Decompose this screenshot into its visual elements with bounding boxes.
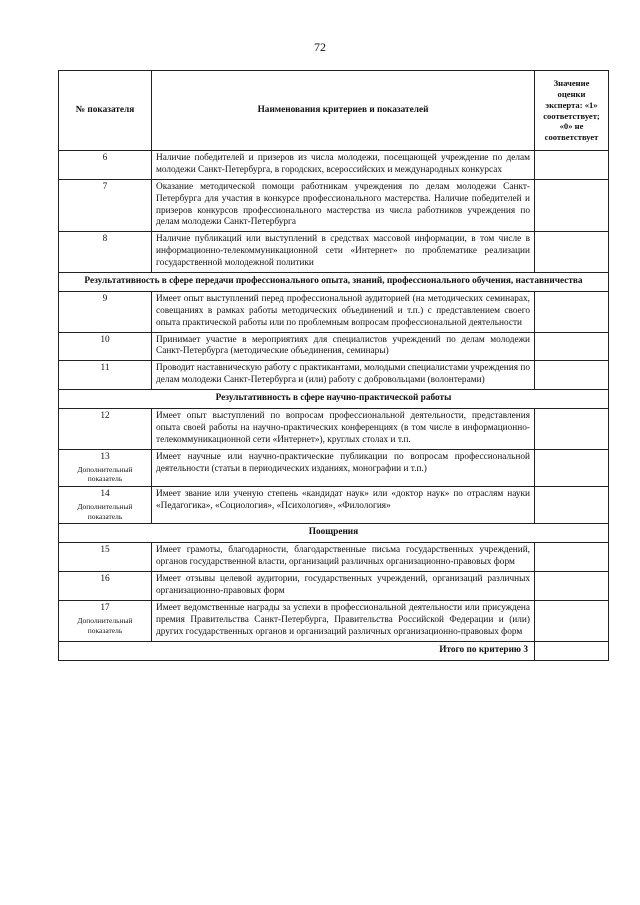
- total-label: Итого по критерию 3: [59, 641, 535, 660]
- indicator-text: Имеет звание или ученую степень «кандидат наук» или «доктор наук» по отраслям науки «Педагогика», «Социология», «Психология», «Филология»: [152, 487, 535, 524]
- indicator-number: 9: [102, 293, 108, 304]
- expert-value-cell[interactable]: [535, 151, 609, 180]
- indicator-number: 6: [102, 153, 108, 163]
- indicator-row: [59, 291, 609, 332]
- section-title: Результативность в сфере научно-практической работы: [59, 390, 609, 409]
- expert-value-cell[interactable]: [535, 332, 609, 361]
- indicator-number-cell: [59, 332, 152, 361]
- expert-value-cell[interactable]: [535, 409, 609, 450]
- indicator-number: 12: [100, 411, 110, 422]
- group-d: [59, 543, 609, 641]
- group-a: [59, 151, 609, 273]
- indicator-number-cell: [59, 572, 152, 601]
- indicator-note: Дополнительный показатель: [77, 501, 133, 521]
- section-title: Результативность в сфере передачи профессионального опыта, знаний, профессионального обучения, наставничества: [59, 273, 609, 292]
- indicator-text: Имеет опыт выступлений по вопросам профессиональной деятельности, представления опыта своей работы на научно-практических конференциях (в том числе в информационно-телекоммуникационной сети «Интернет»), круглых столах и т.п.: [152, 409, 535, 450]
- indicator-number-cell: [59, 232, 152, 273]
- indicator-number: 13: [100, 451, 110, 462]
- expert-value-cell[interactable]: [535, 600, 609, 641]
- table-header-row: [59, 71, 609, 151]
- expert-value-cell[interactable]: [535, 361, 609, 390]
- indicator-number-cell: [59, 487, 152, 524]
- indicator-number-cell: [59, 409, 152, 450]
- indicator-number-cell: [59, 179, 152, 232]
- indicator-row: [59, 449, 609, 486]
- section-row: [59, 273, 609, 292]
- expert-value-cell[interactable]: [535, 179, 609, 232]
- indicator-row: [59, 151, 609, 180]
- indicator-row: [59, 600, 609, 641]
- indicator-row: [59, 487, 609, 524]
- indicator-text: Имеет грамоты, благодарности, благодарственные письма государственных учреждений, органов государственной власти, организаций различных организационно-правовых форм: [152, 543, 535, 572]
- indicator-number: 14: [100, 489, 110, 500]
- indicator-number-cell: [59, 151, 152, 180]
- group-c: [59, 409, 609, 524]
- indicator-number-cell: [59, 449, 152, 486]
- indicator-number: 11: [100, 363, 110, 374]
- section-title: Поощрения: [59, 524, 609, 543]
- expert-value-cell[interactable]: [535, 487, 609, 524]
- criteria-table: [58, 70, 609, 661]
- indicator-number: 17: [100, 602, 110, 613]
- page-number: 72: [314, 40, 326, 54]
- expert-value-cell[interactable]: [535, 291, 609, 332]
- indicator-text: Наличие публикаций или выступлений в средствах массовой информации, в том числе в информационно-телекоммуникационной сети «Интернет» по проблематике реализации государственной молодежной политики: [152, 232, 535, 273]
- total-row: [59, 641, 609, 660]
- indicator-text: Наличие победителей и призеров из числа молодежи, посещающей учреждение по делам молодежи Санкт-Петербурга, в городских, всероссийских и международных конкурсах: [152, 151, 535, 180]
- indicator-number: 8: [102, 234, 108, 245]
- indicator-row: [59, 543, 609, 572]
- indicator-text: Принимает участие в мероприятиях для специалистов учреждений по делам молодежи Санкт-Петербурга (методические объединения, семинары): [152, 332, 535, 361]
- expert-value-cell[interactable]: [535, 572, 609, 601]
- group-b: [59, 291, 609, 389]
- indicator-text: Оказание методической помощи работникам учреждения по делам молодежи Санкт-Петербурга для участия в конкурсе профессионального мастерства. Наличие победителей и призеров конкурсов профессионального мастерства из числа работников учреждения по делам молодежи Санкт-Петербурга: [152, 179, 535, 232]
- section-row: [59, 390, 609, 409]
- expert-value-cell[interactable]: [535, 232, 609, 273]
- indicator-row: [59, 572, 609, 601]
- indicator-number: 16: [100, 574, 110, 585]
- indicator-row: [59, 361, 609, 390]
- header-expert-value: Значение оценки эксперта: «1» соответствует; «0» не соответствует: [535, 71, 609, 151]
- indicator-text: Имеет отзывы целевой аудитории, государственных учреждений, организаций различных организационно-правовых форм: [152, 572, 535, 601]
- expert-value-cell[interactable]: [535, 449, 609, 486]
- indicator-text: Проводит наставническую работу с практикантами, молодыми специалистами учреждения по делам молодежи Санкт-Петербурга и (или) работу с добровольцами (волонтерами): [152, 361, 535, 390]
- section-row: [59, 524, 609, 543]
- indicator-row: [59, 332, 609, 361]
- indicator-row: [59, 232, 609, 273]
- expert-value-cell[interactable]: [535, 543, 609, 572]
- header-criteria-name: Наименования критериев и показателей: [152, 71, 535, 151]
- indicator-text: Имеет ведомственные награды за успехи в профессиональной деятельности или присуждена премия Правительства Санкт-Петербурга, Правительства Российской Федерации и (или) других государственных органов и организаций различных организационно-правовых форм: [152, 600, 535, 641]
- indicator-number-cell: [59, 361, 152, 390]
- indicator-note: Дополнительный показатель: [77, 464, 133, 484]
- header-number: № показателя: [59, 71, 152, 151]
- total-value-cell[interactable]: [535, 641, 609, 660]
- indicator-number-cell: [59, 543, 152, 572]
- indicator-text: Имеет научные или научно-практические публикации по вопросам профессиональной деятельности (статьи в периодических изданиях, монографии и т.п.): [152, 449, 535, 486]
- indicator-number-cell: [59, 600, 152, 641]
- indicator-number: 10: [100, 334, 110, 345]
- indicator-row: [59, 179, 609, 232]
- indicator-note: Дополнительный показатель: [77, 615, 133, 635]
- indicator-number-cell: [59, 291, 152, 332]
- indicator-text: Имеет опыт выступлений перед профессиональной аудиторией (на методических семинарах, совещаниях в рамках работы методических объединений и т.п.) с представлением своего опыта практической работы или по проблемным вопросам профессиональной деятельности: [152, 291, 535, 332]
- indicator-number: 7: [102, 181, 108, 192]
- indicator-number: 15: [100, 545, 110, 556]
- indicator-row: [59, 409, 609, 450]
